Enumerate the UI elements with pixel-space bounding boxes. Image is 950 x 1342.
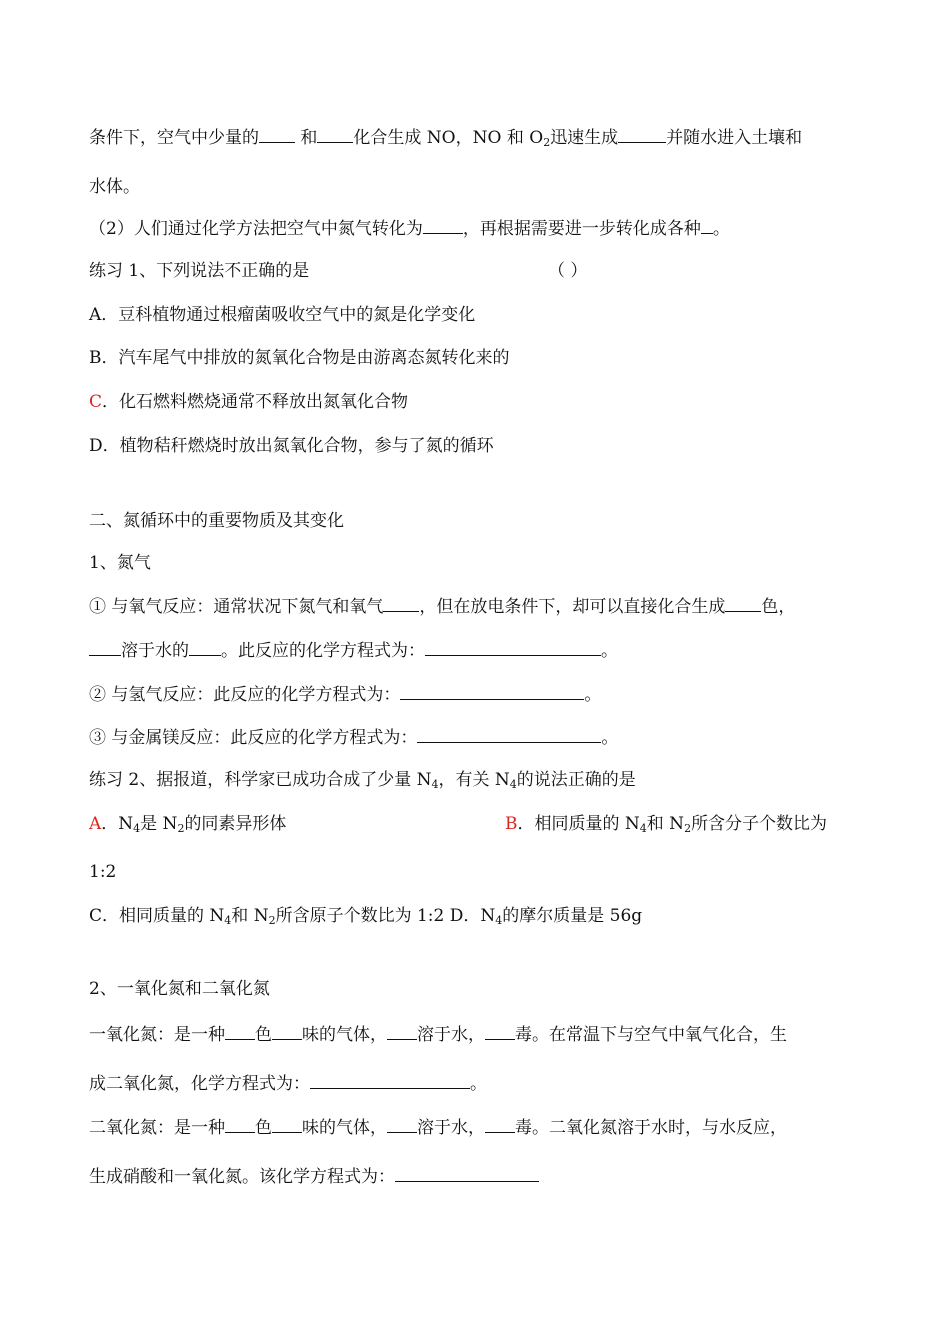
fill-blank[interactable] bbox=[423, 217, 463, 234]
text-line: 条件下，空气中少量的 和 化合生成 NO，NO 和 $O_2$迅速生成 并随水进入土壤和 bbox=[89, 128, 803, 149]
text-line: 成二氧化氮，化学方程式为： 。 bbox=[89, 1074, 487, 1094]
fill-blank[interactable] bbox=[259, 126, 295, 143]
fill-blank[interactable] bbox=[383, 595, 419, 612]
fill-blank[interactable] bbox=[425, 639, 601, 656]
text-line: 二氧化氮：是一种 色 味的气体， 溶于水， 毒。二氧化氮溶于水时，与水反应， bbox=[89, 1118, 787, 1138]
fill-blank[interactable] bbox=[618, 126, 666, 143]
section-title: 二、氮循环中的重要物质及其变化 bbox=[89, 511, 344, 531]
fill-blank[interactable] bbox=[225, 1116, 255, 1133]
text-line: ③ 与金属镁反应：此反应的化学方程式为： 。 bbox=[89, 728, 619, 748]
fill-blank[interactable] bbox=[189, 639, 221, 656]
option-b-continued: 1:2 bbox=[89, 862, 117, 882]
option-b: B．汽车尾气中排放的氮氧化合物是由游离态氮转化来的 bbox=[89, 348, 510, 368]
question-text: 练习 1、下列说法不正确的是 bbox=[89, 261, 310, 281]
option-a: A．豆科植物通过根瘤菌吸收空气中的氮是化学变化 bbox=[89, 305, 476, 325]
fill-blank[interactable] bbox=[725, 595, 761, 612]
option-c: C．化石燃料燃烧通常不释放出氮氧化合物 bbox=[89, 392, 409, 412]
fill-blank[interactable] bbox=[225, 1023, 255, 1040]
fill-blank[interactable] bbox=[387, 1116, 417, 1133]
option-d: D．植物秸秆燃烧时放出氮氧化合物，参与了氮的循环 bbox=[89, 436, 494, 456]
text-line: 水体。 bbox=[89, 177, 140, 197]
fill-blank[interactable] bbox=[417, 726, 601, 743]
fill-blank[interactable] bbox=[310, 1072, 470, 1089]
fill-blank[interactable] bbox=[272, 1116, 302, 1133]
option-a: A．$N_4$是 $N_2$的同素异形体 bbox=[89, 814, 287, 835]
text-line: ② 与氢气反应：此反应的化学方程式为： 。 bbox=[89, 685, 602, 705]
fill-blank[interactable] bbox=[400, 683, 584, 700]
fill-blank[interactable] bbox=[272, 1023, 302, 1040]
fill-blank[interactable] bbox=[485, 1116, 515, 1133]
answer-paren[interactable]: （ ） bbox=[548, 261, 588, 281]
text-line: 生成硝酸和一氧化氮。该化学方程式为： bbox=[89, 1165, 539, 1188]
option-b: B．相同质量的 $N_4$和 $N_2$所含分子个数比为 bbox=[505, 814, 828, 835]
option-cd: C．相同质量的 $N_4$和 $N_2$所含原子个数比为 1:2 D．$N_4$的摩尔质量是 56g bbox=[89, 906, 643, 927]
subsection-title: 1、氮气 bbox=[89, 553, 151, 573]
fill-blank[interactable] bbox=[387, 1023, 417, 1040]
fill-blank[interactable] bbox=[395, 1165, 539, 1182]
question-text: 练习 2、据报道，科学家已成功合成了少量 $N_4$，有关 $N_4$的说法正确的是 bbox=[89, 770, 636, 791]
text-line: ① 与氧气反应：通常状况下氮气和氧气 ，但在放电条件下，却可以直接化合生成 色， bbox=[89, 597, 796, 617]
text-line: 一氧化氮：是一种 色 味的气体， 溶于水， 毒。在常温下与空气中氧气化合，生 bbox=[89, 1025, 787, 1045]
fill-blank[interactable] bbox=[89, 639, 121, 656]
fill-blank[interactable] bbox=[485, 1023, 515, 1040]
fill-blank[interactable] bbox=[317, 126, 353, 143]
subsection-title: 2、一氧化氮和二氧化氮 bbox=[89, 979, 270, 999]
text-line: 溶于水的 。此反应的化学方程式为： 。 bbox=[89, 639, 618, 662]
fill-blank[interactable] bbox=[701, 217, 713, 234]
text-line: （2）人们通过化学方法把空气中氮气转化为 ，再根据需要进一步转化成各种 。 bbox=[89, 219, 730, 239]
